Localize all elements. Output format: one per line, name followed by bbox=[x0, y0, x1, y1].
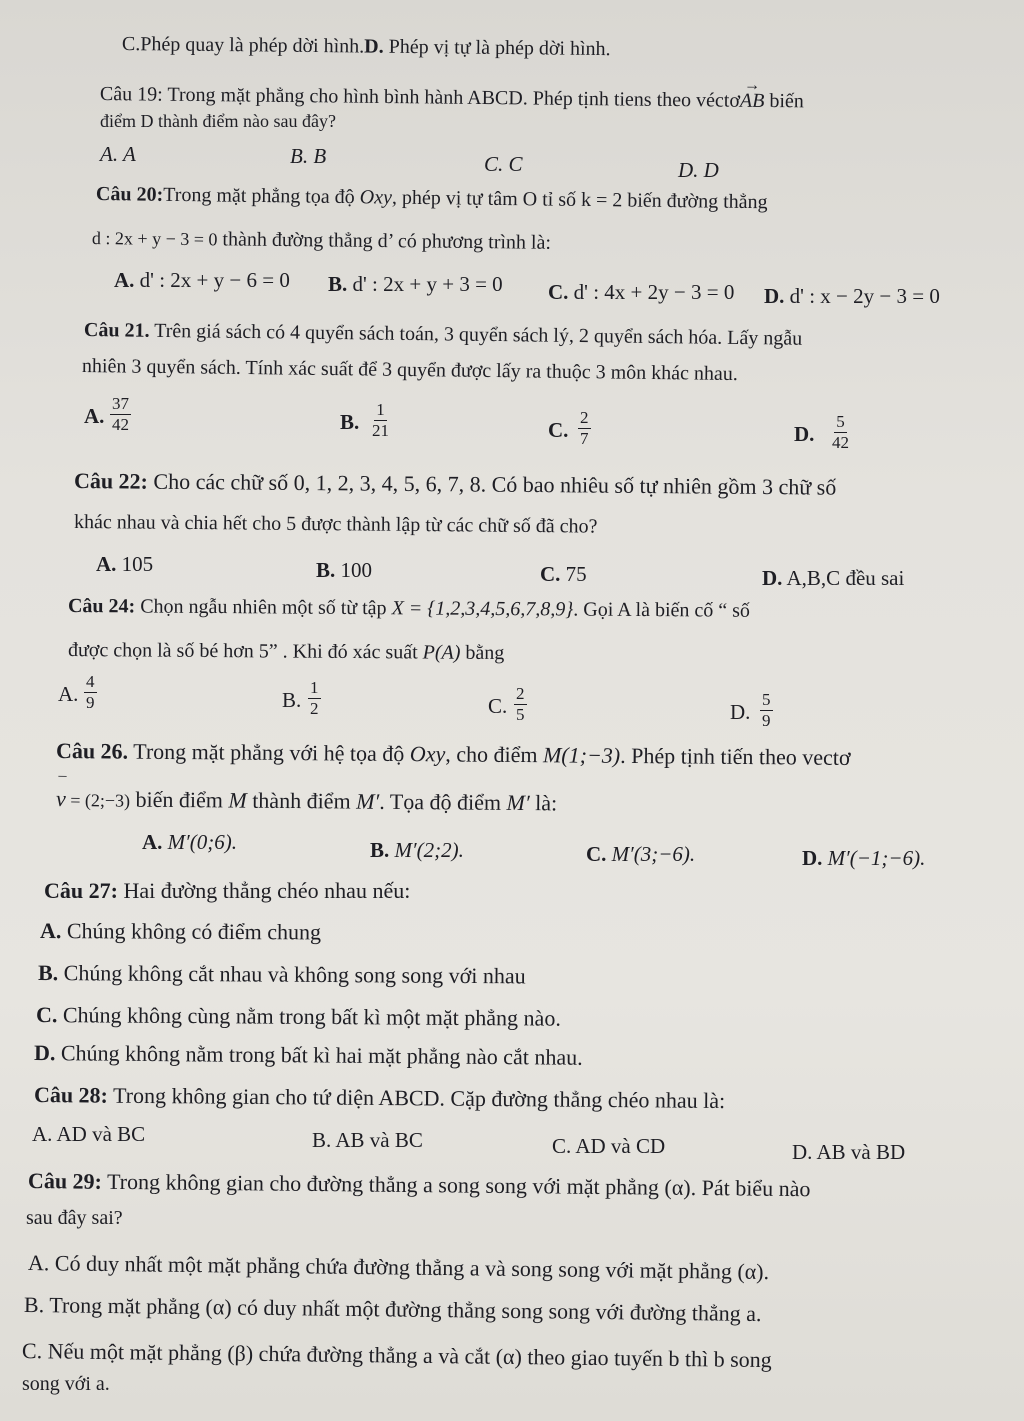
fraction-numerator: 2 bbox=[580, 408, 589, 427]
fraction-numerator: 4 bbox=[86, 672, 95, 691]
question-26-label: Câu 26. bbox=[55, 738, 129, 764]
fraction-numerator: 5 bbox=[762, 690, 771, 709]
question-26-text1: Trong mặt phẳng với hệ tọa độ bbox=[128, 738, 410, 767]
question-21-option-b-label: B. bbox=[340, 410, 360, 434]
question-24-option-d-label: D. bbox=[730, 700, 751, 724]
question-26-vector-value: = (2;−3) bbox=[65, 790, 131, 811]
question-28-stem: Trong không gian cho tứ diện ABCD. Cặp đường thẳng chéo nhau là: bbox=[107, 1082, 726, 1114]
question-22-option-c bbox=[540, 562, 587, 587]
fraction-denominator: 9 bbox=[762, 710, 771, 730]
vector-ab: → AB bbox=[740, 89, 765, 113]
fraction-numerator: 5 bbox=[836, 412, 845, 431]
question-20-option-c bbox=[548, 280, 734, 305]
question-29-option-c-continued: song với a. bbox=[22, 1373, 110, 1395]
question-20-option-b-text: d' : 2x + y + 3 = 0 bbox=[347, 272, 503, 296]
fraction-denominator: 42 bbox=[112, 414, 129, 434]
question-28-text bbox=[34, 1082, 725, 1114]
question-20-option-b-label: B. bbox=[328, 272, 348, 296]
question-29-text-line1 bbox=[28, 1168, 811, 1203]
question-26-option-a-text: M′(0;6). bbox=[162, 830, 237, 854]
question-24-option-c-fraction bbox=[514, 684, 527, 724]
question-22-option-c-label: C. bbox=[540, 562, 561, 586]
fraction-numerator: 1 bbox=[310, 678, 319, 697]
question-26-option-c-label: C. bbox=[586, 842, 607, 866]
question-20-option-c-label: C. bbox=[548, 280, 569, 304]
question-27-option-d bbox=[34, 1040, 583, 1071]
question-21-text-line2: nhiên 3 quyển sách. Tính xác suất để 3 quyển được lấy ra thuộc 3 môn khác nhau. bbox=[81, 355, 738, 386]
fraction-denominator: 2 bbox=[310, 698, 319, 718]
question-21-option-b-fraction bbox=[370, 400, 391, 440]
question-27-option-a-text: Chúng không có điểm chung bbox=[61, 918, 322, 945]
question-19-option-a: A. A bbox=[100, 142, 136, 166]
question-26-oxy: Oxy bbox=[409, 741, 446, 767]
question-19-option-d: D. D bbox=[678, 158, 719, 182]
question-21-option-d-fraction bbox=[830, 412, 851, 452]
question-19-option-c: C. C bbox=[484, 152, 523, 176]
question-26-option-b-text: M′(2;2). bbox=[389, 838, 464, 862]
question-24-text-line1 bbox=[68, 594, 750, 623]
question-26-option-c bbox=[586, 842, 695, 867]
question-26-option-c-text: M′(3;−6). bbox=[606, 842, 696, 866]
question-29-option-a: A. Có duy nhất một mặt phẳng chứa đường thẳng a và song song với mặt phẳng (α). bbox=[27, 1250, 770, 1285]
question-20-option-d-text: d' : x − 2y − 3 = 0 bbox=[784, 284, 940, 308]
question-26-text-line1 bbox=[56, 738, 851, 771]
question-29-text-line2: sau đây sai? bbox=[26, 1207, 123, 1229]
fraction-numerator: 2 bbox=[516, 684, 525, 703]
question-26-text-line2 bbox=[56, 786, 557, 817]
fraction-numerator: 1 bbox=[376, 400, 385, 419]
question-18-options bbox=[122, 32, 611, 61]
question-24-option-a-label: A. bbox=[58, 682, 79, 706]
question-20-text1b: , phép vị tự tâm O tỉ số k = 2 biến đường thẳng bbox=[391, 186, 768, 214]
question-18-option-d: Phép vị tự là phép dời hình. bbox=[383, 35, 611, 61]
question-20-text-line1 bbox=[96, 182, 768, 214]
question-22-option-b-label: B. bbox=[316, 558, 336, 582]
question-26-m-prime: M′ bbox=[356, 788, 380, 814]
question-22-text1: Cho các chữ số 0, 1, 2, 3, 4, 5, 6, 7, 8. Có bao nhiêu số tự nhiên gồm 3 chữ số bbox=[147, 468, 837, 500]
question-28-label: Câu 28: bbox=[33, 1082, 109, 1108]
question-26-text1c: . Phép tịnh tiến theo vectơ bbox=[620, 742, 851, 770]
question-18-option-c: C.Phép quay là phép dời hình. bbox=[121, 33, 365, 58]
question-21-option-a-fraction bbox=[110, 394, 131, 434]
question-26-option-d-label: D. bbox=[802, 846, 823, 870]
question-27-text bbox=[44, 878, 410, 904]
question-27-stem: Hai đường thẳng chéo nhau nếu: bbox=[117, 878, 411, 903]
question-24-set: X = {1,2,3,4,5,6,7,8,9} bbox=[391, 597, 574, 621]
question-26-text2c: thành điểm bbox=[246, 787, 357, 814]
question-28-option-a: A. AD và BC bbox=[32, 1122, 146, 1146]
question-19-text-line1 bbox=[100, 82, 804, 113]
question-26-option-a-label: A. bbox=[142, 830, 163, 854]
question-22-option-d-label: D. bbox=[762, 566, 783, 590]
question-21-label: Câu 21. bbox=[83, 319, 150, 342]
fraction-numerator: 37 bbox=[112, 394, 129, 413]
question-27-option-c bbox=[36, 1002, 561, 1032]
question-20-option-d bbox=[764, 284, 940, 309]
question-27-option-b bbox=[38, 960, 526, 990]
question-20-label: Câu 20: bbox=[95, 183, 164, 206]
question-24-text2a: được chọn là số bé hơn 5” . Khi đó xác suất bbox=[67, 639, 423, 664]
question-22-text-line2: khác nhau và chia hết cho 5 được thành lập từ các chữ số đã cho? bbox=[73, 511, 598, 538]
question-24-option-b-fraction bbox=[308, 678, 321, 718]
question-22-option-d-text: A,B,C đều sai bbox=[782, 566, 905, 590]
question-26-point-m: M(1;−3) bbox=[542, 742, 621, 768]
question-29-text1: Trong không gian cho đường thẳng a song song với mặt phẳng (α). Pát biểu nào bbox=[101, 1168, 811, 1202]
question-24-probability: P(A) bbox=[422, 641, 461, 664]
question-28-option-d: D. AB và BD bbox=[792, 1140, 906, 1164]
question-20-option-a-label: A. bbox=[114, 268, 135, 292]
question-22-text-line1 bbox=[74, 468, 837, 501]
question-29-option-c: C. Nếu một mặt phẳng (β) chứa đường thẳng a và cắt (α) theo giao tuyến b thì b song bbox=[21, 1338, 772, 1373]
question-24-option-d-fraction bbox=[760, 690, 773, 730]
question-20-option-c-text: d' : 4x + 2y − 3 = 0 bbox=[568, 280, 735, 304]
question-28-option-c: C. AD và CD bbox=[552, 1134, 666, 1158]
question-24-label: Câu 24: bbox=[67, 595, 136, 618]
question-24-text1b: . Gọi A là biến cố “ số bbox=[573, 598, 751, 622]
question-22-option-c-text: 75 bbox=[560, 562, 587, 586]
question-26-option-b-label: B. bbox=[370, 838, 390, 862]
question-18-option-d-label: D. bbox=[364, 35, 384, 58]
question-22-option-d bbox=[762, 566, 904, 591]
question-26-option-b bbox=[370, 838, 464, 863]
question-21-text1: Trên giá sách có 4 quyển sách toán, 3 quyển sách lý, 2 quyển sách hóa. Lấy ngẫu bbox=[149, 319, 803, 350]
fraction-denominator: 9 bbox=[86, 692, 95, 712]
question-26-text2d: . Tọa độ điểm bbox=[379, 788, 507, 815]
question-19-text1b: biến bbox=[764, 89, 804, 113]
question-26-option-a bbox=[142, 830, 237, 855]
question-27-option-c-label: C. bbox=[35, 1002, 58, 1028]
question-20-text-line2 bbox=[92, 226, 551, 255]
question-19-label: Câu 19: bbox=[99, 83, 163, 106]
question-22-option-b bbox=[316, 558, 372, 583]
question-22-option-b-text: 100 bbox=[335, 558, 373, 582]
question-22-option-a-label: A. bbox=[96, 552, 117, 576]
question-29-label: Câu 29: bbox=[27, 1168, 103, 1194]
question-27-option-d-text: Chúng không nằm trong bất kì hai mặt phẳng nào cắt nhau. bbox=[55, 1040, 583, 1070]
fraction-denominator: 5 bbox=[516, 704, 525, 724]
question-19-option-b: B. B bbox=[290, 144, 327, 168]
question-27-option-b-text: Chúng không cắt nhau và không song song với nhau bbox=[58, 960, 526, 989]
question-28-option-b: B. AB và BC bbox=[312, 1128, 423, 1152]
question-26-text2e: là: bbox=[529, 790, 558, 816]
fraction-denominator: 21 bbox=[372, 420, 389, 440]
question-27-label: Câu 27: bbox=[44, 878, 118, 903]
question-29-option-b: B. Trong mặt phẳng (α) có duy nhất một đường thẳng song song với đường thẳng a. bbox=[23, 1292, 762, 1327]
question-26-m: M bbox=[228, 787, 247, 813]
question-24-text-line2 bbox=[68, 638, 505, 665]
question-24-option-c-label: C. bbox=[488, 694, 508, 718]
question-24-text2b: bằng bbox=[460, 641, 505, 665]
question-20-option-d-label: D. bbox=[764, 284, 785, 308]
question-20-text2b: thành đường thẳng d’ có phương trình là: bbox=[217, 228, 552, 254]
question-27-option-d-label: D. bbox=[33, 1040, 56, 1066]
question-26-option-d-text: M′(−1;−6). bbox=[822, 846, 926, 870]
question-21-option-c-fraction bbox=[578, 408, 591, 448]
question-20-option-a bbox=[114, 268, 290, 293]
question-26-m-prime-2: M′ bbox=[506, 789, 530, 816]
question-20-line-d: d : 2x + y − 3 = 0 bbox=[91, 228, 218, 250]
question-26-text2b: biến điểm bbox=[129, 786, 229, 813]
question-20-option-a-text: d' : 2x + y − 6 = 0 bbox=[134, 268, 290, 292]
question-27-option-b-label: B. bbox=[37, 960, 59, 986]
question-21-option-d-label: D. bbox=[794, 422, 815, 446]
question-22-option-a bbox=[96, 552, 153, 577]
question-21-option-a-label: A. bbox=[84, 404, 105, 428]
question-24-option-a-fraction bbox=[84, 672, 97, 712]
question-21-text-line1 bbox=[84, 318, 802, 351]
question-21-option-c-label: C. bbox=[548, 418, 569, 442]
question-19-text1: Trong mặt phẳng cho hình bình hành ABCD. Phép tịnh tiens theo véctơ bbox=[162, 83, 741, 112]
question-27-option-a-label: A. bbox=[39, 918, 62, 944]
question-20-option-b bbox=[328, 272, 503, 297]
question-20-text1: Trong mặt phẳng tọa độ bbox=[163, 183, 360, 209]
question-26-option-d bbox=[802, 846, 925, 871]
question-19-text-line2: điểm D thành điểm nào sau đây? bbox=[100, 111, 336, 131]
question-24-option-b-label: B. bbox=[282, 688, 302, 712]
question-22-label: Câu 22: bbox=[73, 468, 149, 494]
question-24-text1: Chọn ngẫu nhiên một số từ tập bbox=[135, 595, 392, 620]
fraction-denominator: 42 bbox=[832, 432, 849, 452]
question-26-text1b: , cho điểm bbox=[445, 741, 544, 768]
vector-v: ¯ v bbox=[56, 786, 66, 812]
question-27-option-c-text: Chúng không cùng nằm trong bất kì một mặt phẳng nào. bbox=[57, 1002, 561, 1031]
fraction-denominator: 7 bbox=[580, 428, 589, 448]
question-20-oxy: Oxy bbox=[359, 186, 393, 209]
question-22-option-a-text: 105 bbox=[116, 552, 154, 576]
question-27-option-a bbox=[40, 918, 321, 946]
